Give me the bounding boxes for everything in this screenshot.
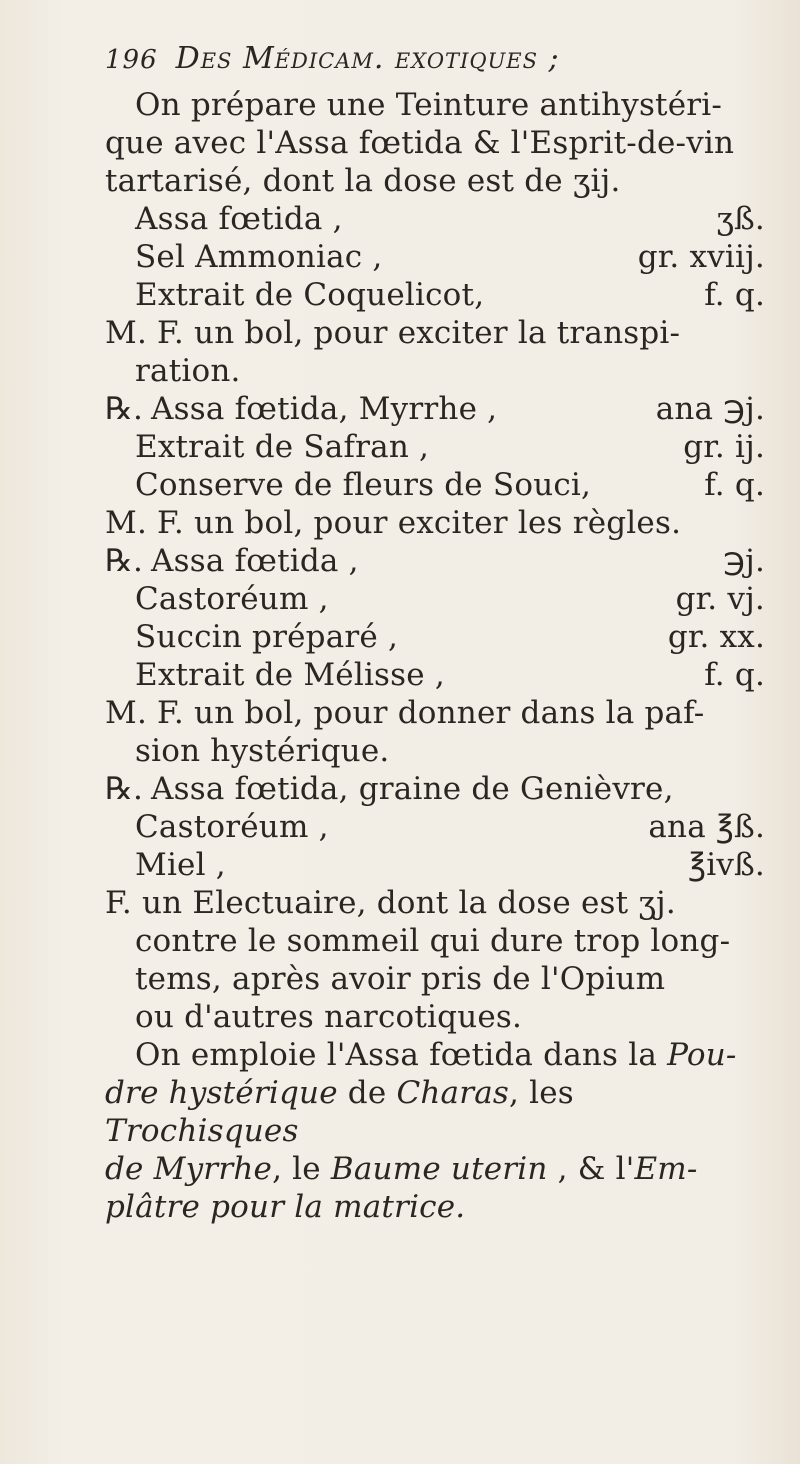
recipe-instruction: ration. — [135, 353, 241, 389]
ingredient-row — [105, 580, 765, 618]
ingredient-name: Extrait de Coquelicot, — [135, 277, 485, 313]
closing-italic: plâtre pour la matrice. — [105, 1189, 466, 1225]
closing-line — [105, 1188, 765, 1226]
recipe-instruction: contre le sommeil qui dure trop long- — [135, 923, 731, 959]
closing-text: , les — [509, 1075, 574, 1111]
closing-line — [105, 1074, 765, 1150]
recipe-1 — [105, 200, 765, 390]
page-number: 196 — [105, 45, 158, 75]
ingredient-qty: ana ℥ß. — [648, 809, 765, 845]
ingredient-name: Conserve de fleurs de Souci, — [135, 467, 592, 503]
closing-text: , & l' — [547, 1151, 635, 1187]
ingredient-name: Castoréum , — [135, 809, 329, 845]
recipe-sign: ℞. — [105, 543, 144, 579]
closing-italic: Pou- — [667, 1037, 737, 1073]
recipe-instruction: F. un Electuaire, dont la dose est ʒj. — [105, 885, 676, 921]
ingredient-row — [105, 808, 765, 846]
ingredient-row — [105, 466, 765, 504]
ingredient-name: Assa fœtida, Myrrhe , — [151, 391, 498, 427]
closing-line — [105, 1036, 765, 1074]
ingredient-qty: ana ℈j. — [655, 391, 765, 427]
recipe-instruction: ou d'autres narcotiques. — [135, 999, 523, 1035]
ingredient-row — [105, 770, 765, 808]
intro-line: que avec l'Assa fœtida & l'Esprit-de-vin — [105, 125, 735, 161]
ingredient-qty: gr. ij. — [683, 429, 765, 465]
ingredient-name: Assa fœtida, graine de Genièvre, — [151, 771, 674, 807]
recipe-instruction: M. F. un bol, pour exciter la transpi- — [105, 315, 681, 351]
closing-italic: dre hystérique — [105, 1075, 338, 1111]
ingredient-name: Sel Ammoniac , — [135, 239, 383, 275]
ingredient-name: Extrait de Safran , — [135, 429, 430, 465]
closing-text: On emploie l'Assa fœtida dans la — [135, 1037, 668, 1073]
ingredient-name: Assa fœtida , — [151, 543, 359, 579]
ingredient-row — [105, 200, 765, 238]
closing-italic: Em- — [634, 1151, 698, 1187]
closing-italic: de Myrrhe — [105, 1151, 273, 1187]
recipe-sign: ℞. — [105, 771, 144, 807]
ingredient-name: Succin préparé , — [135, 619, 399, 655]
intro-line: tartarisé, dont la dose est de ʒij. — [105, 163, 621, 199]
ingredient-qty: ℥ivß. — [688, 847, 765, 883]
ingredient-qty: f. q. — [704, 657, 765, 693]
ingredient-row — [105, 618, 765, 656]
ingredient-row — [105, 428, 765, 466]
running-title: Des Médicam. exotiques ; — [175, 41, 560, 76]
ingredient-name: Miel , — [135, 847, 226, 883]
ingredient-qty: gr. xx. — [667, 619, 765, 655]
closing-italic: Baume uterin — [330, 1151, 548, 1187]
ingredient-qty: gr. vj. — [675, 581, 765, 617]
running-header — [105, 40, 765, 86]
ingredient-row — [105, 542, 765, 580]
recipe-instruction: sion hystérique. — [135, 733, 390, 769]
ingredient-qty: f. q. — [704, 277, 765, 313]
recipe-instruction: tems, après avoir pris de l'Opium — [135, 961, 666, 997]
ingredient-qty: f. q. — [704, 467, 765, 503]
ingredient-qty: ℈j. — [723, 543, 765, 579]
ingredient-name: Extrait de Mélisse , — [135, 657, 445, 693]
ingredient-qty: gr. xviij. — [637, 239, 765, 275]
ingredient-row — [105, 656, 765, 694]
ingredient-row — [105, 238, 765, 276]
closing-italic: Charas — [396, 1075, 510, 1111]
page-text — [105, 40, 765, 1226]
recipe-instruction: M. F. un bol, pour donner dans la paf- — [105, 695, 705, 731]
ingredient-name: Castoréum , — [135, 581, 329, 617]
closing-text: de — [337, 1075, 397, 1111]
closing-line — [105, 1150, 765, 1188]
recipe-3 — [105, 542, 765, 770]
recipe-sign: ℞. — [105, 391, 144, 427]
ingredient-row — [105, 846, 765, 884]
ingredient-row — [105, 390, 765, 428]
closing-paragraph — [105, 1036, 765, 1226]
ingredient-row — [105, 276, 765, 314]
recipe-2 — [105, 390, 765, 542]
intro-paragraph — [105, 86, 765, 200]
ingredient-qty: ʒß. — [716, 201, 765, 237]
intro-line: On prépare une Teinture antihystéri- — [135, 87, 723, 123]
recipe-4 — [105, 770, 765, 1036]
closing-italic: Trochisques — [105, 1113, 299, 1149]
recipe-instruction: M. F. un bol, pour exciter les règles. — [105, 505, 682, 541]
closing-text: , le — [272, 1151, 331, 1187]
ingredient-name: Assa fœtida , — [135, 201, 343, 237]
